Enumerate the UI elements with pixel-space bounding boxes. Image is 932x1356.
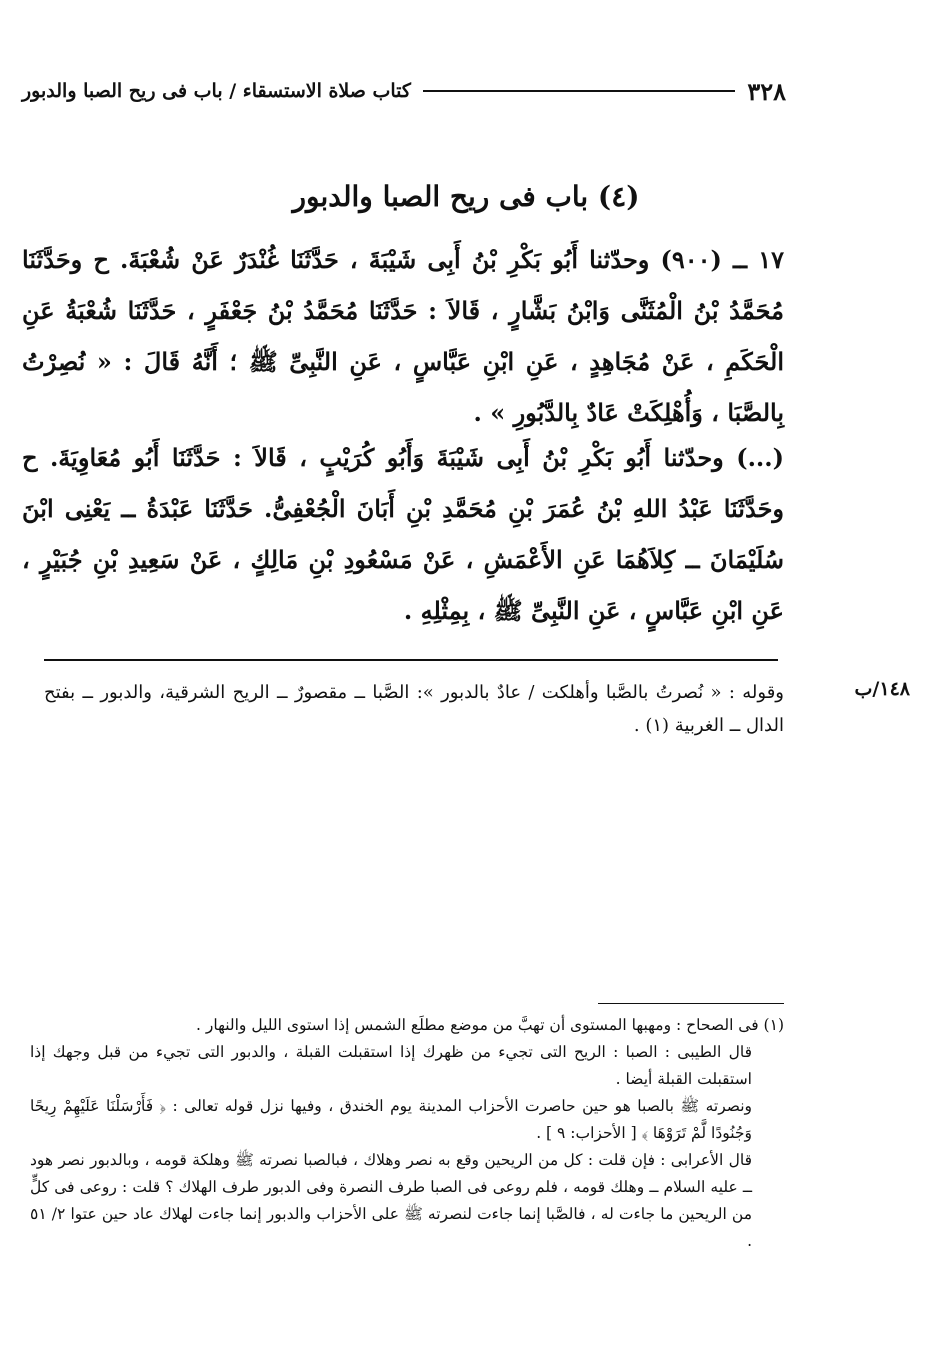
page-number: ٣٢٨ bbox=[747, 76, 786, 106]
footnote-line: (١) فى الصحاح : ومهبها المستوى أن تهبَّ من موضع مطلَع الشمس إذا استوى الليل والنهار . bbox=[196, 1016, 784, 1034]
footnotes bbox=[30, 1012, 784, 1255]
main-divider bbox=[44, 659, 778, 661]
footnote-line: قال الطيبى : الصبا : الريح التى تجيء من ظهرك إذا استقبلت القبلة ، والدبور التى تجيء من قبل وجهك إذا استقبلت القبلة أيضا . bbox=[30, 1043, 752, 1088]
hadith-paragraph: ١٧ ــ (٩٠٠) وحدّثنا أَبُو بَكْرِ بْنُ أَبِى شَيْبَةَ ، حَدَّثَنَا غُنْدَرٌ عَنْ شُعْبَةَ. ح وحَدَّثَنَا مُحَمَّدُ بْنُ الْمُثَنَّى وَابْنُ بَشَّارٍ ، قَالاَ : حَدَّثَنَا مُحَمَّدُ بْنُ جَعْفَرٍ ، حَدَّثَنَا شُعْبَةُ عَنِ الْحَكَمِ ، عَنْ مُجَاهِدٍ ، عَنِ ابْنِ عَبَّاسٍ ، عَنِ النَّبِىِّ ﷺ ؛ أَنَّهُ قَالَ : « نُصِرْتُ بِالصَّبَا ، وَأُهْلِكَتْ عَادٌ بِالدَّبُورِ » . bbox=[22, 245, 784, 427]
manuscript-folio-note: ١٤٨/ب bbox=[854, 678, 910, 700]
chapter-title: (٤) باب فى ريح الصبا والدبور bbox=[292, 180, 640, 213]
footnote-line: قال الأعرابى : فإن قلت : كل من الريحين وقع به نصر وهلاك ، فبالصبا نصرته ﷺ وهلكة قومه ، وبالدبور نصر هود ــ عليه السلام ــ وهلك قومه ، فلم روعى فى الصبا طرف النصرة وفى الدبور طرف الهلاك ؟ قلت : روعى فى كلٍّ من الريحين ما جاءت له ، فالصَّبا إنما جاءت لنصرته ﷺ على الأحزاب والدبور إنما جاءت لهلاك عاد حين عتوا ٢/ ٥١ . bbox=[30, 1151, 752, 1250]
running-header bbox=[22, 74, 786, 108]
running-title: كتاب صلاة الاستسقاء / باب فى ريح الصبا والدبور bbox=[22, 80, 411, 102]
commentary-text: وقوله : « نُصرتُ بالصَّبا وأهلكت / عادٌ بالدبور »: الصَّبا ــ مقصورٌ ــ الريح الشرقية، والدبور ــ بفتح الدال ــ الغربية (١) . bbox=[44, 682, 784, 736]
header-rule bbox=[423, 90, 735, 92]
footnote-line: ونصرته ﷺ بالصبا هو حين حاصرت الأحزاب المدينة يوم الخندق ، وفيها نزل قوله تعالى : ﴿ فَأَرْسَلْنَا عَلَيْهِمْ رِيحًا وَجُنُودًا لَّمْ تَرَوْهَا ﴾ [ الأحزاب: ٩ ] . bbox=[30, 1097, 752, 1142]
footnote-divider bbox=[598, 1003, 784, 1004]
hadith-paragraph-second: (...) وحدّثنا أَبُو بَكْرِ بْنُ أَبِى شَيْبَةَ وَأَبُو كُرَيْبٍ ، قَالاَ : حَدَّثَنَا أَبُو مُعَاوِيَةَ. ح وحَدَّثَنَا عَبْدُ اللهِ بْنُ عُمَرَ بْنِ مُحَمَّدِ بْنِ أَبَانَ الْجُعْفِىُّ. حَدَّثَنَا عَبْدَةُ ــ يَعْنِى ابْنَ سُلَيْمَانَ ــ كِلاَهُمَا عَنِ الأَعْمَشِ ، عَنْ مَسْعُودِ بْنِ مَالِكٍ ، عَنْ سَعِيدِ بْنِ جُبَيْرٍ ، عَنِ ابْنِ عَبَّاسٍ ، عَنِ النَّبِىِّ ﷺ ، بِمِثْلِهِ . bbox=[22, 443, 784, 625]
